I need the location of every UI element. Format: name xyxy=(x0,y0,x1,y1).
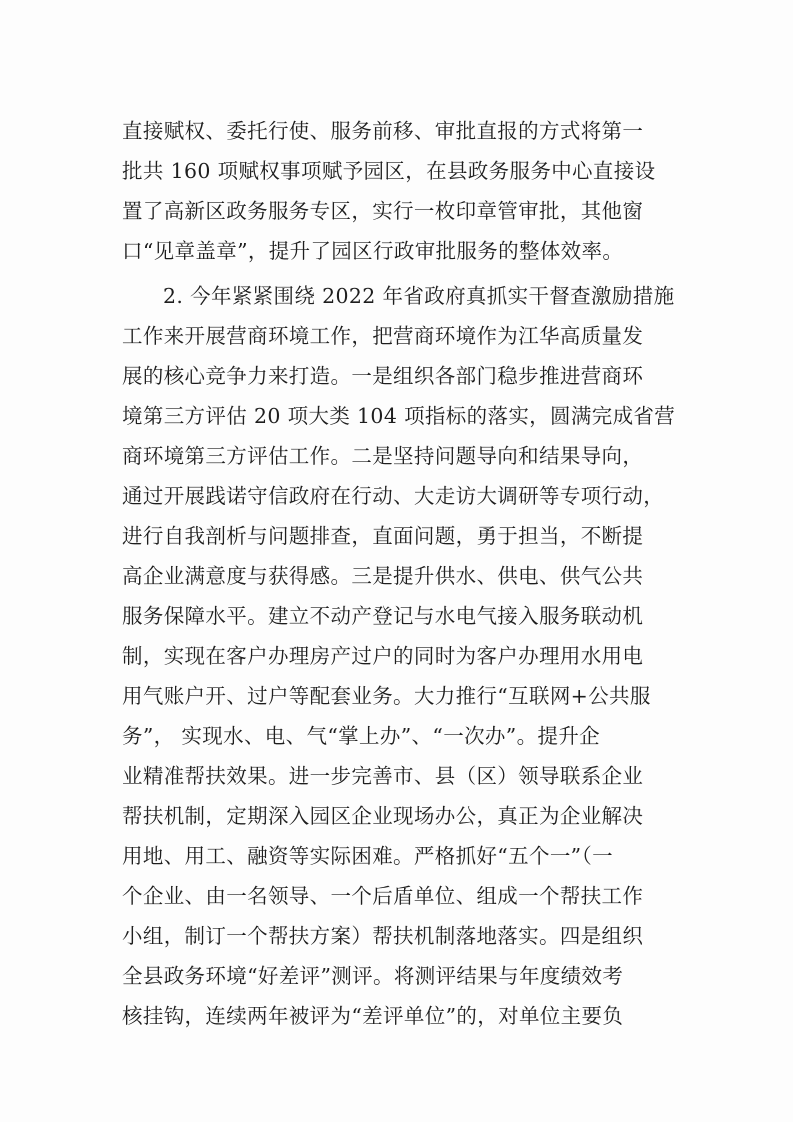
text-line-4: 口“见章盖章”，提升了园区行政审批服务的整体效率。 xyxy=(122,239,624,263)
text-line-21: 小组，制订一个帮扶方案）帮扶机制落地落实。四是组织 xyxy=(122,924,644,948)
text-line-3: 置了高新区政务服务专区，实行一枚印章管审批，其他窗 xyxy=(122,199,644,223)
text-line-14: 制，实现在客户办理房产过户的同时为客户办理用水用电 xyxy=(122,644,644,668)
text-line-20: 个企业、由一名领导、一个后盾单位、组成一个帮扶工作 xyxy=(122,884,644,908)
text-line-7: 展的核心竞争力来打造。一是组织各部门稳步推进营商环 xyxy=(122,364,644,388)
text-line-2: 批共 160 项赋权事项赋予园区，在县政务服务中心直接设 xyxy=(122,159,656,183)
text-line-1: 直接赋权、委托行使、服务前移、审批直报的方式将第一 xyxy=(122,119,644,143)
text-line-12: 高企业满意度与获得感。三是提升供水、供电、供气公共 xyxy=(122,564,644,588)
text-line-15: 用气账户开、过户等配套业务。大力推行“互联网+公共服 xyxy=(122,684,651,708)
text-line-13: 服务保障水平。建立不动产登记与水电气接入服务联动机 xyxy=(122,604,644,628)
text-line-10: 通过开展践诺守信政府在行动、大走访大调研等专项行动， xyxy=(122,484,665,508)
paragraph-2-first-line: 2. 今年紧紧围绕 2022 年省政府真抓实干督查激励措施 xyxy=(163,284,675,308)
text-line-9: 商环境第三方评估工作。二是坚持问题导向和结果导向， xyxy=(122,444,644,468)
text-line-6: 工作来开展营商环境工作，把营商环境作为江华高质量发 xyxy=(122,324,644,348)
text-line-11: 进行自我剖析与问题排查，直面问题，勇于担当，不断提 xyxy=(122,524,644,548)
text-line-22: 全县政务环境“好差评”测评。将测评结果与年度绩效考 xyxy=(122,964,624,988)
text-line-18: 帮扶机制，定期深入园区企业现场办公，真正为企业解决 xyxy=(122,804,644,828)
text-line-19: 用地、用工、融资等实际困难。严格抓好“五个一”（一 xyxy=(122,844,613,868)
text-line-23: 核挂钩，连续两年被评为“差评单位”的，对单位主要负 xyxy=(122,1004,624,1028)
text-line-17: 业精准帮扶效果。进一步完善市、县（区）领导联系企业 xyxy=(122,764,644,788)
text-line-8: 境第三方评估 20 项大类 104 项指标的落实，圆满完成省营 xyxy=(122,404,676,428)
text-line-16: 务”， 实现水、电、气“掌上办”、“一次办”。提升企 xyxy=(122,724,601,748)
